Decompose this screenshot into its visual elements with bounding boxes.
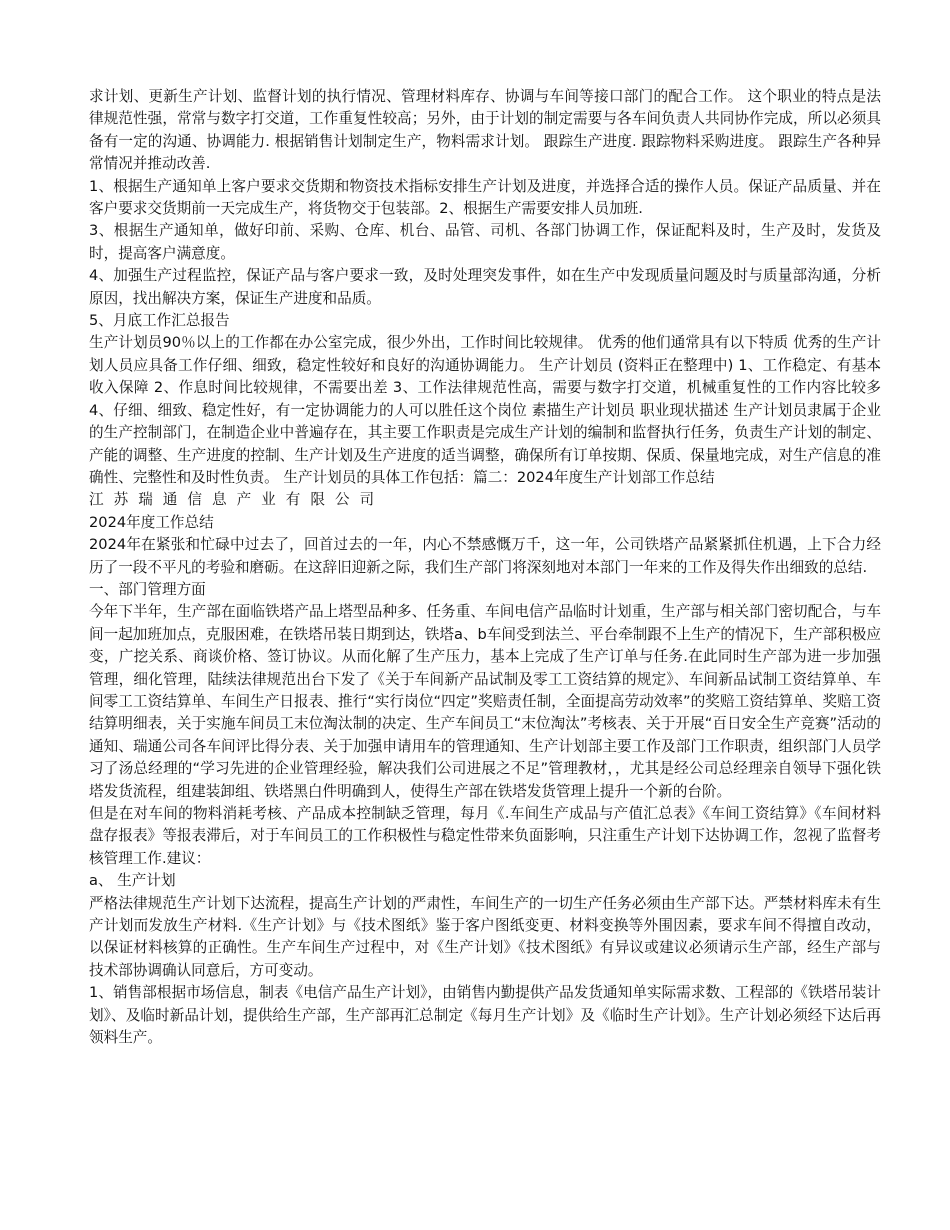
management-paragraph: 今年下半年，生产部在面临铁塔产品上塔型品种多、任务重、车间电信产品临时计划重，生产部与相关部门密切配合，与车间一起加班加点，克服困难，在铁塔吊装日期到达，铁塔a、b车间受到法兰、平台牵制跟不上生产的情况下，生产部积极应变，广挖关系、商谈价格、签订协议。从而化解了生产压力，基本上完成了生产订单与任务.在此同时生产部为进一步加强管理，细化管理，陆续法律规范出台下发了《关于车间新产品试制及零工工资结算的规定》、车间新品试制工资结算单、车间零工工资结算单、车间生产日报表、推行“实行岗位“四定”奖赔责任制，全面提高劳动效率”的奖赔工资结算单、奖赔工资结算明细表，关于实施车间员工末位淘汰制的决定、生产车间员工“末位淘汰”考核表、关于开展“百日安全生产竞赛”活动的通知、瑞通公司各车间评比得分表、关于加强申请用车的管理通知、生产计划部主要工作及部门工作职责，组织部门人员学习了汤总经理的“学习先进的企业管理经验，解决我们公司进展之不足”管理教材，，尤其是经公司总经理亲自领导下强化铁塔发货流程，组建装卸组、铁塔黑白件明确到人，使得生产部在铁塔发货管理上提升一个新的台阶。 bbox=[89, 603, 881, 800]
job-description-paragraph: 生产计划员90％以上的工作都在办公室完成，很少外出，工作时间比较规律。 优秀的他们通常具有以下特质 优秀的生产计划人员应具备工作仔细、细致，稳定性较好和良好的沟通协调能力。 生产计划员 (资料正在整理中) 1、工作稳定、有基本收入保障 2、作息时间比较规律，不需要出差 3、工作法律规范性高，需要与数字打交道，机械重复性的工作内容比较多 4、仔细、细致、稳定性好，有一定协调能力的人可以胜任这个岗位 素描生产计划员 职业现状描述 生产计划员隶属于企业的生产控制部门，在制造企业中普遍存在，其主要工作职责是完成生产计划的编制和监督执行任务，负责生产计划的制定、产能的调整、生产进度的控制、生产计划及生产进度的适当调整，确保所有订单按期、保质、保量地完成，对生产信息的准确性、完整性和及时性负责。 生产计划员的具体工作包括：篇二：2024年度生产计划部工作总结 bbox=[89, 334, 881, 486]
section-heading-management: 一、部门管理方面 bbox=[89, 580, 206, 598]
company-name: 江苏瑞通信息产业有限公司 bbox=[89, 491, 385, 509]
sales-plan-paragraph: 1、销售部根据市场信息，制表《电信产品生产计划》，由销售内勤提供产品发货通知单实际需求数、工程部的《铁塔吊装计划》、及临时新品计划，提供给生产部，生产部再汇总制定《每月生产计划》及《临时生产计划》。生产计划必须经下达后再领料生产。 bbox=[89, 984, 881, 1047]
subheading-production-plan: a、 生产计划 bbox=[89, 872, 176, 890]
duty-item-3: 3、根据生产通知单，做好印前、采购、仓库、机台、品管、司机、各部门协调工作，保证配料及时，生产及时，发货及时，提高客户满意度。 bbox=[89, 222, 881, 262]
summary-intro-paragraph: 2024年在紧张和忙碌中过去了，回首过去的一年，内心不禁感慨万千，这一年，公司铁塔产品紧紧抓住机遇，上下合力经历了一段不平凡的考验和磨砺。在这辞旧迎新之际，我们生产部门将深刻地对本部门一年来的工作及得失作出细致的总结. bbox=[89, 536, 881, 576]
shortcoming-paragraph: 但是在对车间的物料消耗考核、产品成本控制缺乏管理，每月《.车间生产成品与产值汇总表》《车间工资结算》《车间材料盘存报表》等报表滞后，对于车间员工的工作积极性与稳定性带来负面影响，只注重生产计划下达协调工作，忽视了监督考核管理工作.建议： bbox=[89, 805, 881, 867]
document-page bbox=[89, 86, 881, 1049]
duty-item-1-2: 1、根据生产通知单上客户要求交货期和物资技术指标安排生产计划及进度，并选择合适的操作人员。保证产品质量、并在客户要求交货期前一天完成生产，将货物交于包装部。2、根据生产需要安排人员加班. bbox=[89, 177, 881, 218]
duty-item-5: 5、月底工作汇总报告 bbox=[89, 312, 230, 330]
report-title: 2024年度工作总结 bbox=[89, 513, 214, 531]
production-plan-paragraph: 严格法律规范生产计划下达流程，提高生产计划的严肃性，车间生产的一切生产任务必须由生产部下达。严禁材料库未有生产计划而发放生产材料.《生产计划》与《技术图纸》鉴于客户图纸变更、材料变换等外围因素，要求车间不得擅自改动，以保证材料核算的正确性。生产车间生产过程中，对《生产计划》《技术图纸》有异议或建议必须请示生产部，经生产部与技术部协调确认同意后，方可变动。 bbox=[89, 894, 881, 979]
duty-item-4: 4、加强生产过程监控，保证产品与客户要求一致，及时处理突发事件，如在生产中发现质量问题及时与质量部沟通，分析原因，找出解决方案，保证生产进度和品质。 bbox=[89, 267, 881, 307]
intro-paragraph: 求计划、更新生产计划、监督计划的执行情况、管理材料库存、协调与车间等接口部门的配合工作。 这个职业的特点是法律规范性强，常常与数字打交道，工作重复性较高；另外，由于计划的制定需要与各车间负责人共同协作完成，所以必须具备有一定的沟通、协调能力. 根据销售计划制定生产，物料需求计划。 跟踪生产进度. 跟踪物料采购进度。 跟踪生产各种异常情况并推动改善. bbox=[89, 88, 881, 173]
